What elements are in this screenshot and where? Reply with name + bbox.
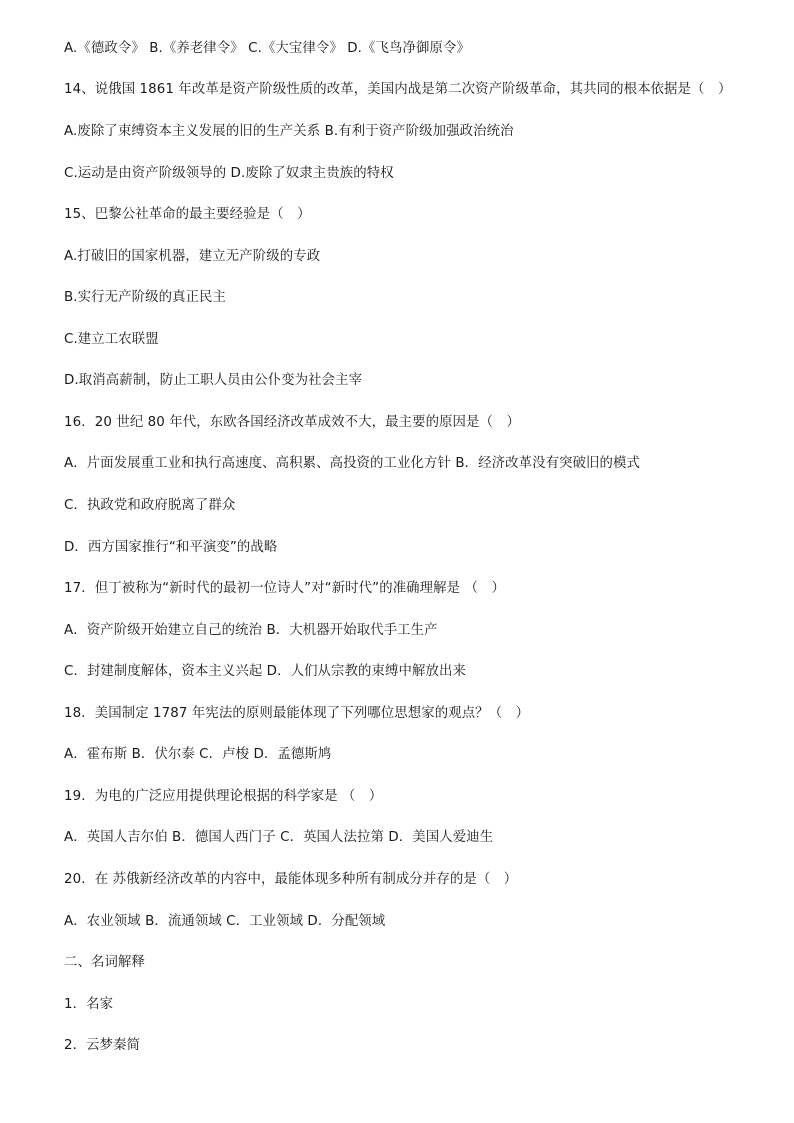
question-14-options-ab: A.废除了束缚资本主义发展的旧的生产关系 B.有利于资产阶级加强政治统治: [64, 124, 514, 139]
question-16-option-d: D．西方国家推行“和平演变”的战略: [64, 540, 278, 555]
question-16-options-ab: A．片面发展重工业和执行高速度、高积累、高投资的工业化方针 B．经济改革没有突破旧的模式: [64, 456, 641, 471]
question-18-options: A．霍布斯 B．伏尔泰 C．卢梭 D．孟德斯鸠: [64, 747, 332, 762]
question-18-stem: 18．美国制定 1787 年宪法的原则最能体现了下列哪位思想家的观点？（ ）: [64, 706, 530, 721]
question-17-options-ab: A．资产阶级开始建立自己的统治 B．大机器开始取代手工生产: [64, 623, 438, 638]
question-17-stem: 17．但丁被称为“新时代的最初一位诗人”对“新时代”的准确理解是 （ ）: [64, 581, 505, 596]
question-16-option-c: C．执政党和政府脱离了群众: [64, 498, 236, 513]
question-15-stem: 15、巴黎公社革命的最主要经验是（ ）: [64, 207, 311, 222]
question-15-option-c: C.建立工农联盟: [64, 332, 159, 347]
question-14-options-cd: C.运动是由资产阶级领导的 D.废除了奴隶主贵族的特权: [64, 166, 394, 181]
term-2: 2．云梦秦简: [64, 1038, 141, 1053]
term-1: 1．名家: [64, 997, 114, 1012]
question-20-options: A．农业领域 B．流通领域 C．工业领域 D．分配领域: [64, 914, 386, 929]
question-15-option-a: A.打破旧的国家机器，建立无产阶级的专政: [64, 249, 321, 264]
question-14-stem: 14、说俄国 1861 年改革是资产阶级性质的改革，美国内战是第二次资产阶级革命，其共同的根本依据是（ ）: [64, 82, 732, 97]
question-16-stem: 16．20 世纪 80 年代，东欧各国经济改革成效不大，最主要的原因是（ ）: [64, 415, 521, 430]
question-19-options: A．英国人吉尔伯 B．德国人西门子 C．英国人法拉第 D．美国人爱迪生: [64, 830, 494, 845]
question-20-stem: 20．在 苏俄新经济改革的内容中，最能体现多种所有制成分并存的是（ ）: [64, 872, 518, 887]
question-15-option-d: D.取消高薪制，防止工职人员由公仆变为社会主宰: [64, 373, 363, 388]
question-15-option-b: B.实行无产阶级的真正民主: [64, 290, 227, 305]
section-heading: 二、名词解释: [64, 955, 145, 970]
question-19-stem: 19．为电的广泛应用提供理论根据的科学家是 （ ）: [64, 789, 383, 804]
question-17-options-cd: C．封建制度解体，资本主义兴起 D．人们从宗教的束缚中解放出来: [64, 664, 466, 679]
question-13-options: A.《德政令》 B.《养老律令》 C.《大宝律令》 D.《飞鸟净御原令》: [64, 41, 470, 56]
